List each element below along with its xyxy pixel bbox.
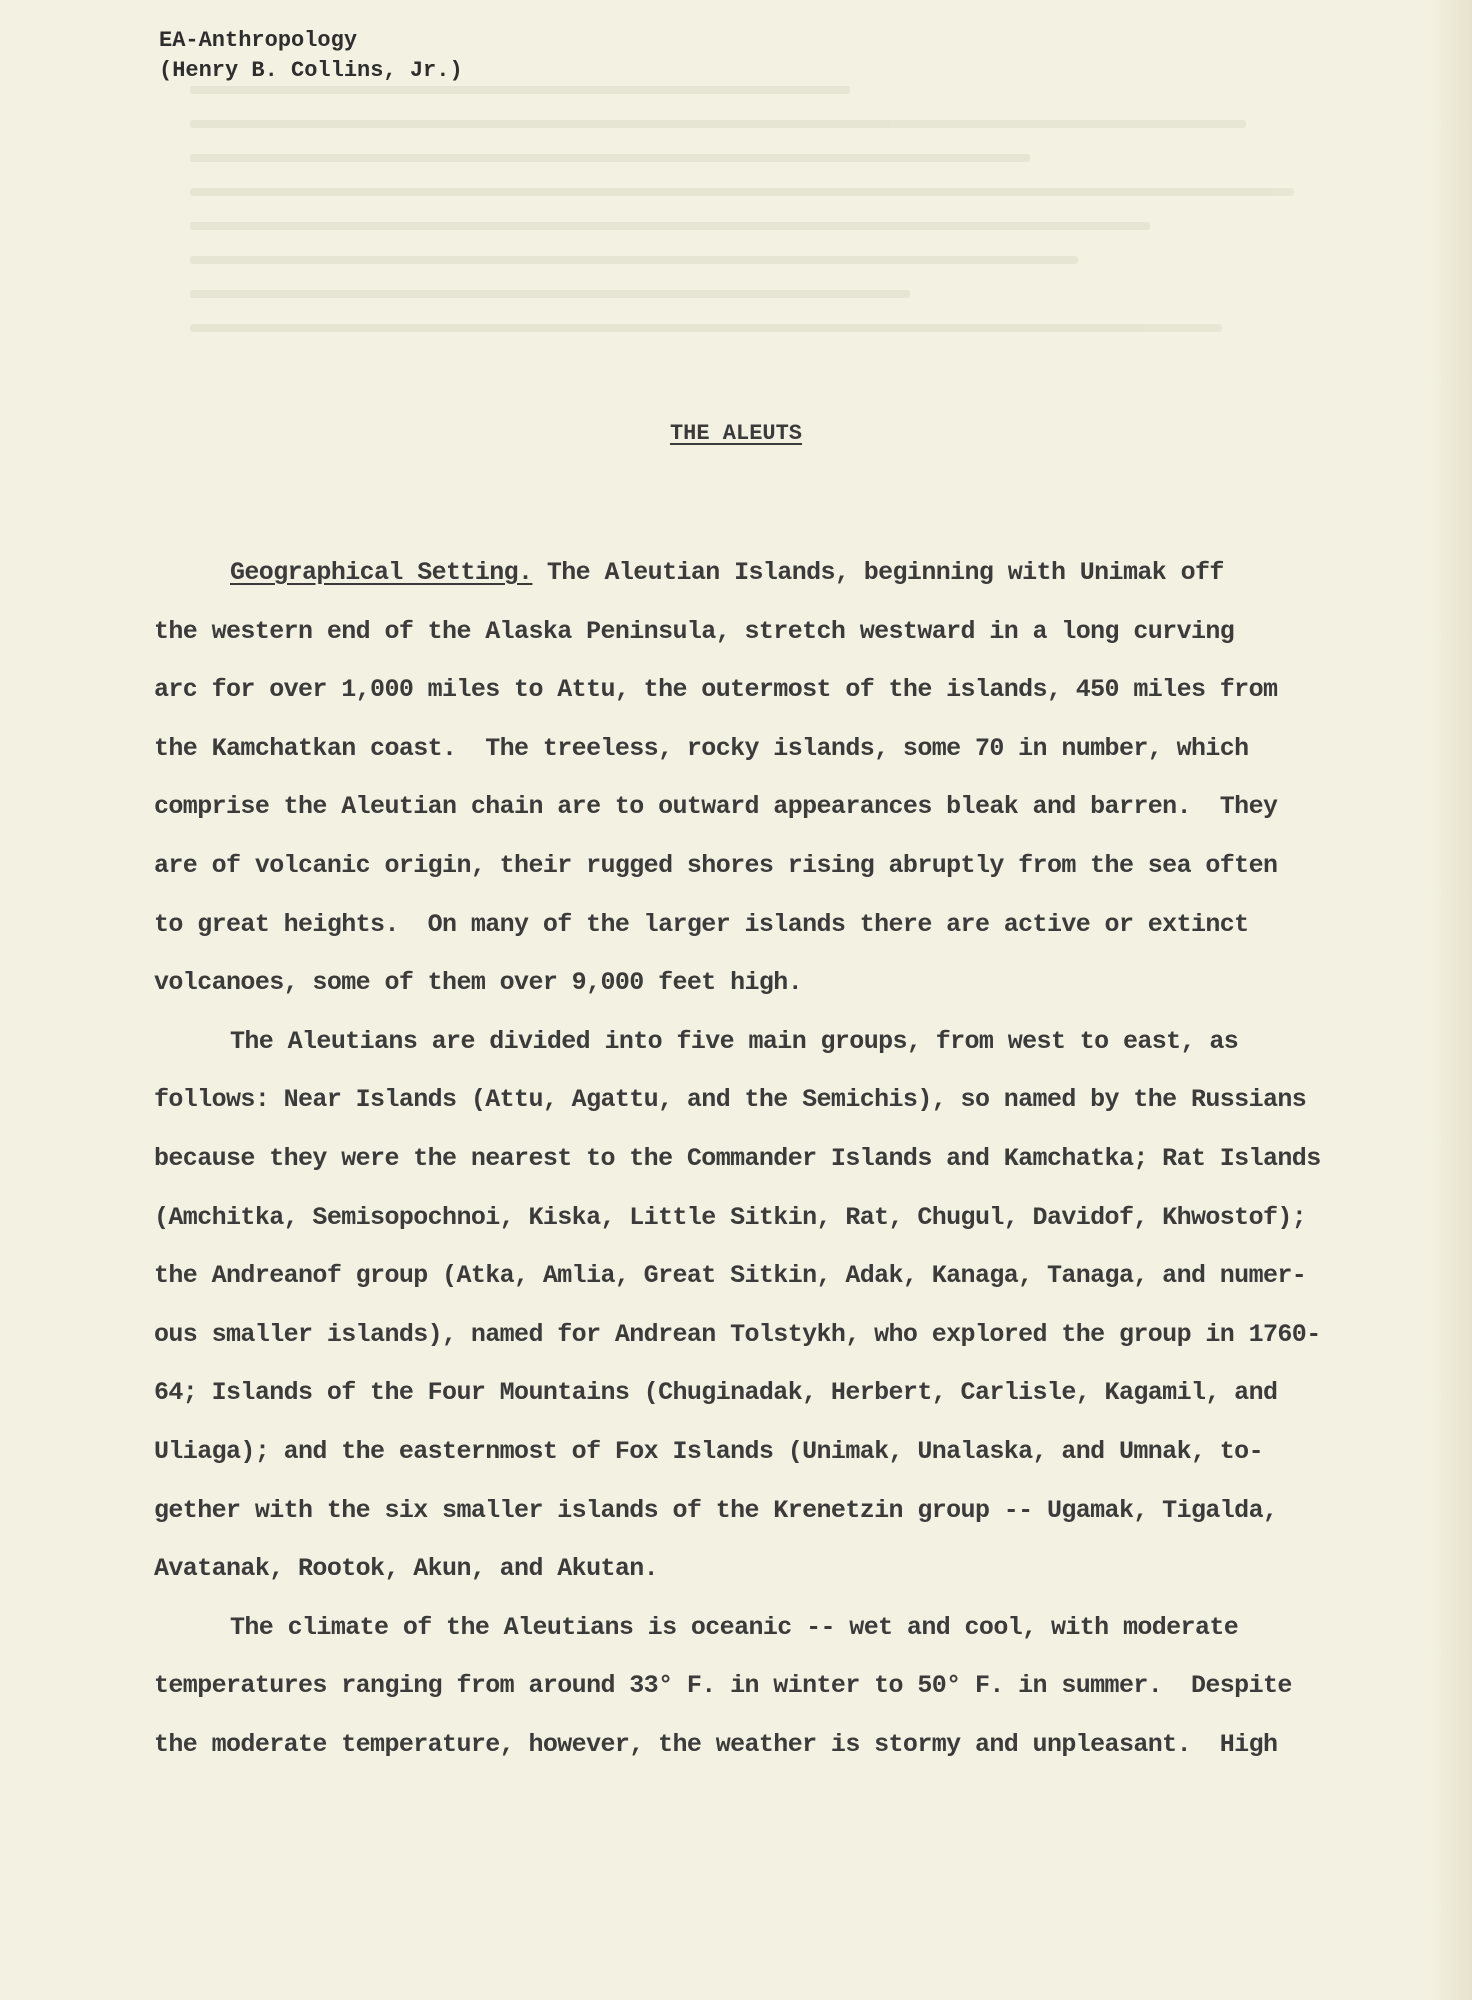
text-line: The Aleutians are divided into five main groups, from west to east, as	[230, 1026, 1239, 1056]
paragraph-geographical-setting	[154, 544, 1394, 1013]
text-line: (Amchitka, Semisopochnoi, Kiska, Little Sitkin, Rat, Chugul, Davidof, Khwostof);	[154, 1202, 1307, 1232]
page-title: THE ALEUTS	[669, 421, 803, 446]
text-line: the Andreanof group (Atka, Amlia, Great Sitkin, Adak, Kanaga, Tanaga, and numer-	[154, 1261, 1307, 1291]
text-line: are of volcanic origin, their rugged shores rising abruptly from the sea often	[154, 850, 1278, 880]
text-line: the western end of the Alaska Peninsula, stretch westward in a long curving	[154, 616, 1235, 646]
text-line: because they were the nearest to the Commander Islands and Kamchatka; Rat Islands	[154, 1143, 1321, 1173]
paragraph-climate	[154, 1599, 1394, 1775]
header-author: (Henry B. Collins, Jr.)	[159, 58, 463, 83]
paragraph-island-groups	[154, 1013, 1394, 1599]
text-line: ous smaller islands), named for Andrean Tolstykh, who explored the group in 1760-	[154, 1319, 1321, 1349]
text-line: The climate of the Aleutians is oceanic -- wet and cool, with moderate	[230, 1612, 1239, 1642]
text-line: comprise the Aleutian chain are to outward appearances bleak and barren. They	[154, 792, 1278, 822]
text-line: the Kamchatkan coast. The treeless, rocky islands, some 70 in number, which	[154, 733, 1249, 763]
text-line: volcanoes, some of them over 9,000 feet high.	[154, 968, 803, 998]
text-line: temperatures ranging from around 33° F. in winter to 50° F. in summer. Despite	[154, 1671, 1292, 1701]
text-line: Geographical Setting. The Aleutian Islands, beginning with Unimak off	[230, 558, 1224, 587]
text-line: gether with the six smaller islands of the Krenetzin group -- Ugamak, Tigalda,	[154, 1495, 1278, 1525]
text-line: 64; Islands of the Four Mountains (Chuginadak, Herbert, Carlisle, Kagamil, and	[154, 1378, 1278, 1408]
text-line: follows: Near Islands (Attu, Agattu, and the Semichis), so named by the Russians	[154, 1085, 1307, 1115]
section-heading: Geographical Setting.	[230, 558, 533, 587]
document-header	[159, 26, 463, 86]
document-body	[154, 544, 1394, 1774]
text-line: to great heights. On many of the larger islands there are active or extinct	[154, 909, 1249, 939]
text-line: Avatanak, Rootok, Akun, and Akutan.	[154, 1554, 659, 1584]
header-department: EA-Anthropology	[159, 28, 358, 53]
text-line: arc for over 1,000 miles to Attu, the outermost of the islands, 450 miles from	[154, 675, 1278, 705]
text-line: Uliaga); and the easternmost of Fox Islands (Unimak, Unalaska, and Umnak, to-	[154, 1436, 1263, 1466]
text-line: the moderate temperature, however, the weather is stormy and unpleasant. High	[154, 1729, 1278, 1759]
